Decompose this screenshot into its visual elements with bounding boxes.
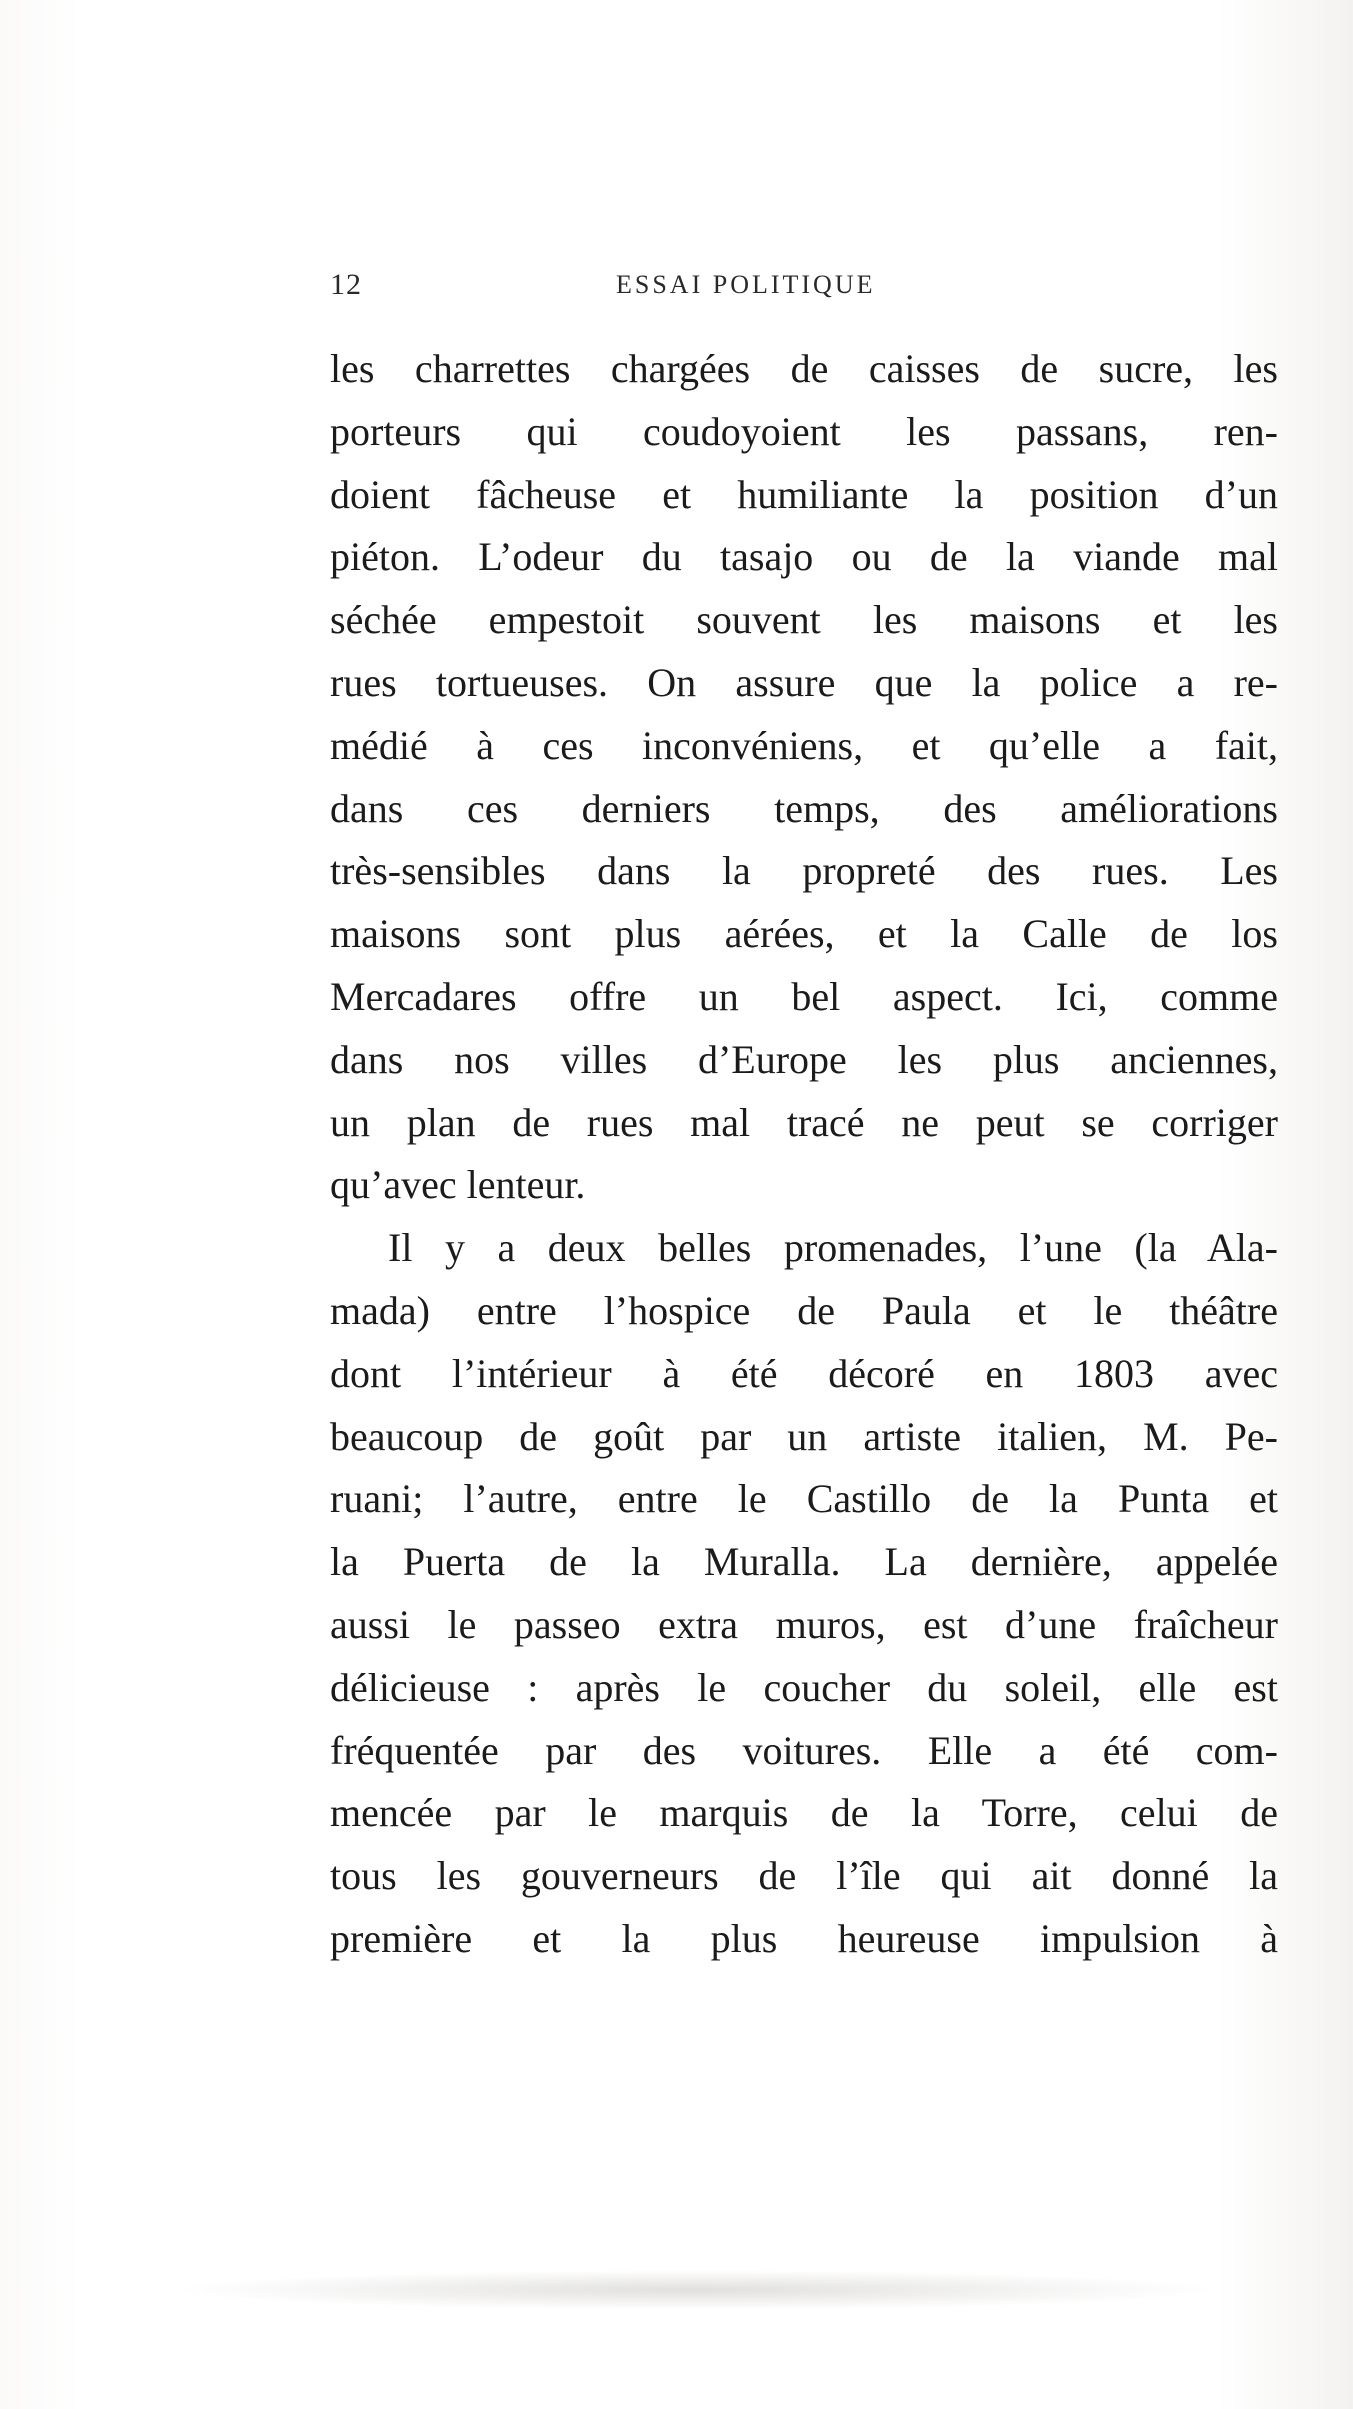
text-line: beaucoup de goût par un artiste italien, M. Pe- [330,1413,1278,1459]
text-line: aussi le passeo extra muros, est d’une fraîcheur [330,1601,1278,1647]
text-line: Mercadares offre un bel aspect. Ici, comme [330,973,1278,1019]
text-line: les charrettes chargées de caisses de sucre, les [330,346,1278,391]
text-line: porteurs qui coudoyoient les passans, ren- [330,408,1278,454]
paragraph-1 [330,338,1278,1217]
running-header [330,268,1280,308]
body-text [330,338,1278,1971]
text-line: mada) entre l’hospice de Paula et le théâtre [330,1287,1278,1333]
text-line: ruani; l’autre, entre le Castillo de la Punta et [330,1476,1278,1522]
text-line: la Puerta de la Muralla. La dernière, appelée [330,1539,1278,1585]
text-line: dans ces derniers temps, des améliorations [330,785,1278,831]
text-line: tous les gouverneurs de l’île qui ait donné la [330,1853,1278,1899]
running-title: ESSAI POLITIQUE [616,270,876,299]
page-number: 12 [330,268,362,301]
text-line: piéton. L’odeur du tasajo ou de la viande mal [330,534,1278,580]
text-line: dans nos villes d’Europe les plus anciennes, [330,1036,1278,1082]
text-line: Il y a deux belles promenades, l’une (la Ala- [388,1225,1278,1271]
text-line: très-sensibles dans la propreté des rues. Les [330,848,1278,894]
paragraph-2 [330,1217,1278,1971]
text-line: médié à ces inconvéniens, et qu’elle a fait, [330,722,1278,768]
text-line: rues tortueuses. On assure que la police a re- [330,659,1278,705]
text-line: mencée par le marquis de la Torre, celui de [330,1790,1278,1836]
text-line: qu’avec lenteur. [330,1162,586,1208]
text-line: maisons sont plus aérées, et la Calle de los [330,911,1278,957]
text-line: fréquentée par des voitures. Elle a été com- [330,1727,1278,1773]
text-line: dont l’intérieur à été décoré en 1803 avec [330,1350,1278,1396]
text-line: doient fâcheuse et humiliante la position d’un [330,471,1278,517]
text-line: un plan de rues mal tracé ne peut se corriger [330,1099,1278,1145]
text-line: séchée empestoit souvent les maisons et les [330,597,1278,643]
text-line: première et la plus heureuse impulsion à [330,1915,1278,1961]
text-line: délicieuse : après le coucher du soleil, elle est [330,1664,1278,1710]
